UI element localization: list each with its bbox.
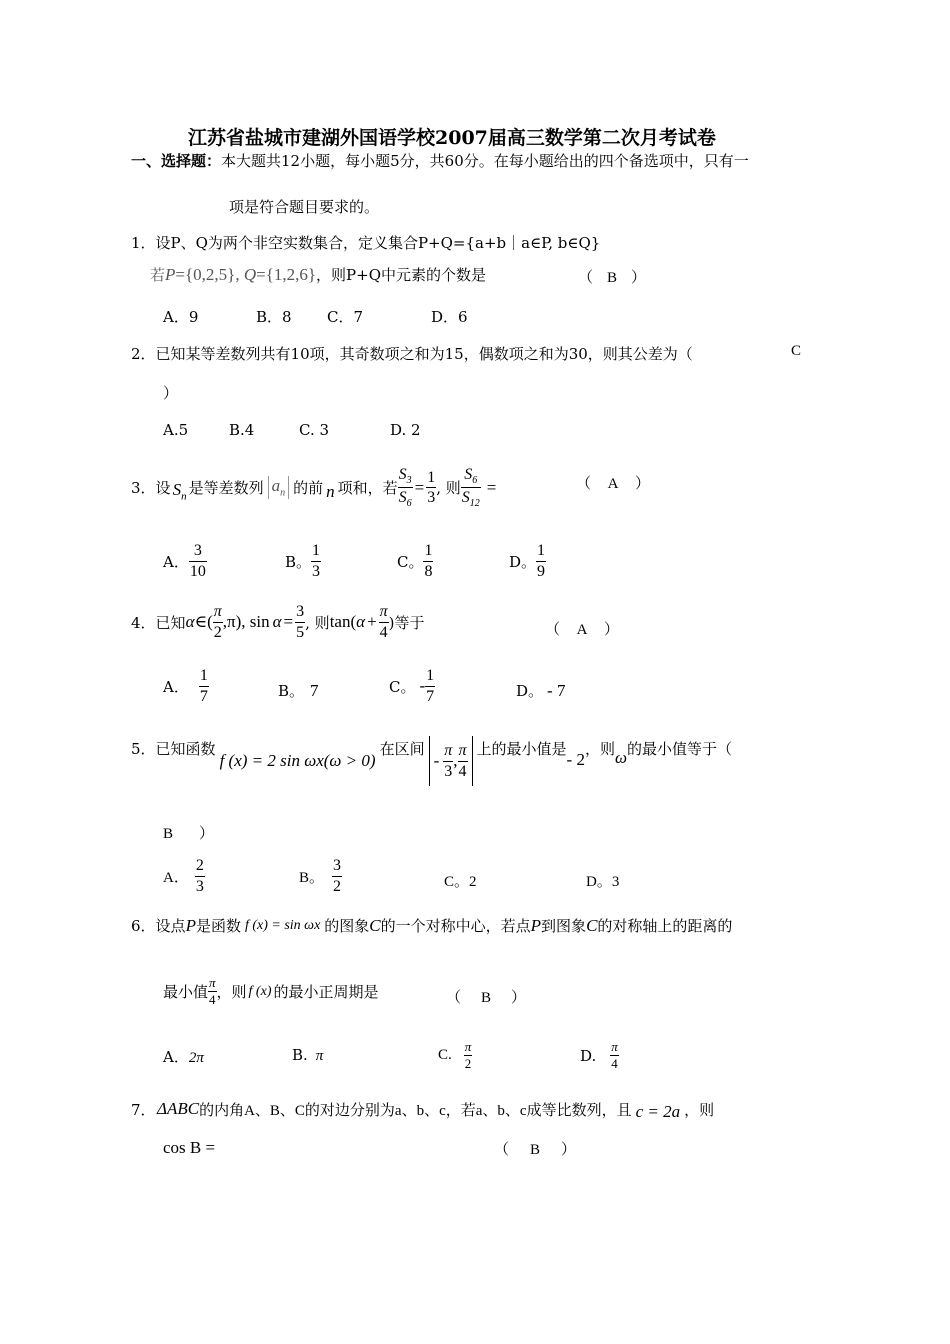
q4-t1: 已知: [155, 613, 186, 632]
q3-answer-bracket: [576, 472, 650, 493]
q3-option-d-den: 9: [537, 562, 546, 580]
q6-paren-left: （: [446, 990, 462, 1006]
q6-t3: 的图象: [324, 917, 370, 935]
q3-f1-num-sub: 3: [406, 475, 412, 487]
q3-f3-num-sub: 6: [472, 475, 478, 487]
question-3: [131, 466, 502, 509]
q2-answer: C: [791, 343, 802, 359]
q3-t1: 设: [155, 479, 171, 498]
q5-option-a: [163, 857, 205, 895]
q4-option-c-num: 1: [426, 667, 435, 684]
q4-option-b: [278, 680, 319, 701]
q3-sn: [173, 480, 187, 502]
q5-option-b-num: 3: [333, 857, 342, 874]
q7-triangle: [157, 1099, 199, 1119]
q3-paren-left: （: [576, 476, 592, 492]
q3-f3-den: S: [461, 489, 470, 507]
q3-option-d-num: 1: [537, 542, 546, 559]
q1-text: ，则P+Q中元素的个数是: [316, 266, 486, 284]
q3-option-c-den: 8: [424, 562, 433, 580]
q6-p2: P: [530, 915, 542, 935]
q4-alpha: α: [185, 612, 195, 632]
q5-option-a-den: 3: [195, 877, 204, 895]
q5-f1-den: 3: [444, 762, 453, 780]
q2-option-b: B.4: [229, 421, 255, 439]
q4-option-a-label: A．: [163, 677, 189, 696]
q3-option-b-num: 1: [312, 542, 321, 559]
q4-option-a-num: 1: [199, 667, 208, 684]
q6-t5: 到图象: [541, 917, 587, 935]
q6-option-a-value: 2π: [188, 1050, 204, 1066]
q4-f1-den: 2: [213, 623, 222, 641]
q6-option-d: [580, 1040, 619, 1072]
q4-f2-num: 3: [296, 603, 305, 620]
q4-option-d-label: D。: [516, 682, 544, 700]
q1-set-p-values: ={0,2,5}: [175, 265, 236, 284]
q5-t3: 上的最小值是: [476, 740, 567, 758]
q3-option-b: [285, 542, 321, 580]
q1-paren-right: ）: [631, 270, 647, 286]
q3-t5: , 则: [436, 479, 461, 498]
q4-answer: A: [576, 622, 588, 638]
q3-eq: =: [414, 477, 425, 497]
q4-option-a-den: 7: [199, 687, 208, 705]
section-line2: 项是符合题目要求的。: [229, 198, 380, 216]
q1-option-d: D．6: [431, 308, 468, 326]
q1-option-c: C．7: [327, 308, 364, 326]
q5-interval: [429, 736, 473, 786]
q4-tan: tan(: [329, 612, 357, 632]
q3-f3-den-sub: 12: [469, 498, 480, 510]
q3-option-a-label: A．: [163, 552, 189, 571]
q5-option-b-frac: [332, 857, 342, 895]
q4-alpha2: α: [272, 612, 282, 632]
q2-option-a: A.5: [163, 421, 189, 439]
section-line1: 本大题共12小题，每小题5分，共60分。在每小题给出的四个备选项中，只有一: [221, 152, 749, 170]
q3-s: S: [172, 480, 182, 500]
q3-option-a-frac: [189, 542, 207, 580]
q5-neg: -: [433, 751, 440, 770]
q3-answer: A: [607, 476, 619, 492]
q3-f3-num: S: [464, 466, 473, 483]
q3-option-b-frac: [311, 542, 321, 580]
q4-option-c: [389, 667, 435, 705]
q6-option-c-den: 2: [464, 1056, 472, 1072]
question-6: [131, 915, 732, 936]
q1-pre: 若: [150, 266, 166, 284]
q4-frac-pi-2: [213, 603, 223, 641]
q7-answer-bracket: [494, 1138, 576, 1159]
q1-option-a: A．9: [163, 308, 199, 326]
q2-text: 已知某等差数列共有10项，其奇数项之和为15，偶数项之和为30，则其公差为（: [155, 345, 693, 363]
question-4: [131, 603, 425, 641]
q6-t6: 的对称轴上的距离的: [597, 917, 733, 935]
q3-t2: 是等差数列: [188, 479, 264, 498]
q6-answer: B: [481, 990, 492, 1006]
q4-plus: +: [367, 612, 377, 632]
q3-t4: 项和，若: [337, 479, 398, 498]
q6-answer-bracket: [446, 986, 526, 1007]
q1-line1: 设P、Q为两个非空实数集合，定义集合P+Q={a+b｜a∈P, b∈Q}: [155, 234, 601, 252]
q3-n: n: [326, 481, 335, 501]
q3-eq2: =: [486, 477, 497, 497]
q5-answer-line: [163, 822, 214, 843]
q3-sequence: $a_n$: [268, 476, 290, 498]
q3-frac-s6-s12: [461, 466, 481, 509]
q4-in: ∈(: [194, 612, 213, 632]
q3-option-a: [163, 542, 207, 580]
q3-f2-den: 3: [427, 489, 436, 507]
page-title: 江苏省盐城市建湖外国语学校2007届高三数学第二次月考试卷: [188, 127, 716, 149]
q6-option-d-den: 4: [611, 1056, 618, 1072]
q3-option-a-num: 3: [193, 542, 202, 559]
q4-t2: , 则: [305, 613, 330, 632]
q4-number: 4．: [131, 613, 156, 632]
q5-option-b: [299, 857, 342, 895]
q6-t7: 最小值: [163, 983, 209, 1002]
q4-frac-pi-4: [379, 603, 389, 641]
q5-option-d-label: D。: [586, 874, 612, 890]
q3-frac-1-3: [426, 469, 436, 507]
q2-paren-right: ）: [163, 384, 179, 402]
q3-option-c-label: C。: [397, 552, 424, 571]
q6-option-d-num: π: [611, 1039, 618, 1054]
q4-option-a-frac: [199, 667, 209, 705]
q6-frac-pi-4: [208, 976, 217, 1008]
q4-option-a: [163, 667, 209, 705]
q4-option-d: [516, 680, 565, 701]
q4-f1-num: π: [213, 603, 222, 620]
question-2: [131, 343, 693, 364]
q4-paren-right: ）: [604, 622, 620, 638]
q5-option-a-frac: [195, 857, 205, 895]
q2-number: 2．: [131, 345, 156, 363]
q5-frac-pi-3: [443, 742, 453, 780]
q5-answer: B: [163, 826, 174, 842]
q5-t4: ，则: [584, 740, 615, 758]
q1-paren-left: （: [578, 270, 594, 286]
q3-a: a: [271, 476, 281, 496]
q3-f1-den: S: [398, 489, 407, 507]
q3-option-d-frac: [536, 542, 546, 580]
q3-option-c-num: 1: [424, 542, 433, 559]
q3-f1-num: S: [398, 466, 407, 483]
q7-cos-b: cos B =: [163, 1138, 216, 1157]
q5-omega: ω: [614, 748, 627, 767]
q4-paren-left: （: [545, 622, 561, 638]
q1-answer-bracket: [578, 266, 646, 287]
q5-option-c: [444, 870, 477, 891]
q5-min-value: - 2: [566, 750, 585, 769]
q1-set-p: P: [165, 265, 176, 284]
q1-answer: B: [607, 270, 618, 286]
q7-number: 7．: [131, 1100, 156, 1119]
q3-option-d-label: D。: [509, 552, 537, 571]
q3-t3: 的前: [293, 479, 324, 498]
q6-option-d-frac: [610, 1040, 619, 1072]
q1-number: 1．: [131, 234, 156, 252]
q6-t8: ，则: [216, 983, 247, 1002]
q6-option-c-frac: [464, 1040, 473, 1072]
q6-option-c: [438, 1040, 472, 1072]
question-1: [131, 232, 600, 253]
q3-option-d: [509, 542, 546, 580]
question-5: [131, 738, 732, 786]
q5-t1: 已知函数: [155, 740, 216, 758]
q7-answer: B: [530, 1142, 541, 1158]
q5-t2: 在区间: [379, 740, 425, 758]
q6-option-a-label: A．: [163, 1048, 189, 1066]
q6-option-b-label: B.: [292, 1046, 308, 1064]
q3-frac-s3-s6: [398, 466, 413, 509]
q1-option-b: B．8: [256, 308, 292, 326]
q4-frac-3-5: [295, 603, 305, 641]
q3-f1-den-sub: 6: [406, 498, 412, 510]
q5-function: f (x) = 2 sin ωx(ω > 0): [219, 751, 376, 770]
q2-option-c: C. 3: [299, 421, 330, 439]
q1-set-q-values: ={1,2,6}: [256, 265, 317, 284]
q5-t5: 的最小值等于（: [627, 740, 733, 758]
q3-option-c-frac: [423, 542, 433, 580]
q7-t2: ，则: [684, 1100, 715, 1119]
q4-f3-den: 4: [379, 623, 388, 641]
q6-line2: [163, 976, 379, 1008]
q6-option-b: [292, 1046, 323, 1065]
q4-f2-den: 5: [296, 623, 305, 641]
q6-t2: 是函数: [195, 917, 241, 935]
q4-mid: ,π), sin: [222, 612, 270, 632]
q3-number: 3．: [131, 479, 156, 498]
q6-t1: 设点: [155, 917, 186, 935]
q1-set-q: Q: [243, 265, 257, 284]
q4-option-b-label: B。: [278, 682, 305, 700]
q5-f1-num: π: [444, 741, 453, 759]
q4-alpha3: α: [356, 612, 366, 632]
q6-option-b-value: π: [315, 1048, 324, 1064]
q5-number: 5．: [131, 740, 156, 758]
section-heading: 一、选择题：: [131, 152, 222, 170]
q3-option-b-label: B。: [285, 552, 312, 571]
q5-f2-den: 4: [458, 762, 467, 780]
q7-condition: c = 2a: [635, 1102, 681, 1121]
q5-frac-pi-4: [458, 742, 468, 780]
q6-number: 6．: [131, 917, 156, 935]
q3-option-c: [397, 542, 433, 580]
q5-option-d-value: 3: [611, 874, 620, 890]
q1-line2: [150, 264, 486, 285]
q5-option-c-label: C。: [444, 874, 470, 890]
q6-c2: C: [586, 915, 598, 935]
q7-t1: 的内角A、B、C的对边分别为a、b、c，若a、b、c成等比数列，且: [199, 1102, 632, 1119]
q5-option-c-value: 2: [469, 874, 477, 890]
q7-paren-right: ）: [561, 1142, 577, 1158]
q4-t3: )等于: [388, 613, 425, 632]
q3-paren-right: ）: [635, 476, 651, 492]
q4-option-c-frac: [425, 667, 435, 705]
q7-paren-left: （: [494, 1142, 510, 1158]
q7-triangle-text: ΔABC: [157, 1099, 200, 1118]
q6-t9: 的最小正周期是: [273, 983, 379, 1002]
q4-option-c-sign: -: [419, 676, 426, 696]
q6-option-d-label: D.: [580, 1046, 597, 1065]
q4-f3-num: π: [379, 603, 388, 620]
q4-answer-bracket: [545, 618, 619, 639]
q6-function2: f (x): [248, 983, 272, 999]
q5-comma: ,: [453, 751, 458, 770]
q6-p: P: [185, 915, 196, 935]
q4-option-d-value: - 7: [547, 681, 566, 700]
q5-paren-right: ）: [199, 826, 215, 842]
q3-f2-num: 1: [427, 468, 436, 486]
q6-function: f (x) = sin ωx: [244, 917, 321, 933]
q1-comma: ,: [235, 265, 244, 284]
q3-option-b-den: 3: [312, 562, 321, 580]
q6-t4: 的一个对称中心，若点: [380, 917, 531, 935]
q6-option-c-label: C.: [438, 1047, 452, 1064]
section-intro: [131, 150, 749, 171]
q6-c: C: [369, 915, 381, 935]
q5-f2-num: π: [458, 741, 467, 759]
q4-option-c-den: 7: [426, 687, 435, 705]
q6-f-den: 4: [209, 992, 216, 1008]
q6-f-num: π: [209, 975, 216, 990]
q6-option-a: [163, 1046, 204, 1067]
q3-n-sub: n: [181, 490, 187, 503]
q6-option-c-num: π: [464, 1039, 472, 1054]
q6-paren-right: ）: [511, 990, 527, 1006]
q4-option-b-value: 7: [310, 681, 319, 700]
q5-option-a-num: 2: [195, 857, 204, 874]
q5-option-d: [586, 870, 619, 891]
question-7: [131, 1096, 714, 1122]
q5-option-a-label: A．: [163, 869, 189, 886]
q5-option-b-den: 2: [333, 877, 342, 895]
q3-option-a-den: 10: [189, 562, 206, 580]
q2-option-d: D. 2: [390, 421, 421, 439]
q5-option-b-label: B。: [299, 869, 325, 886]
q4-eq: =: [283, 612, 294, 632]
q4-option-c-label: C。: [389, 677, 416, 696]
